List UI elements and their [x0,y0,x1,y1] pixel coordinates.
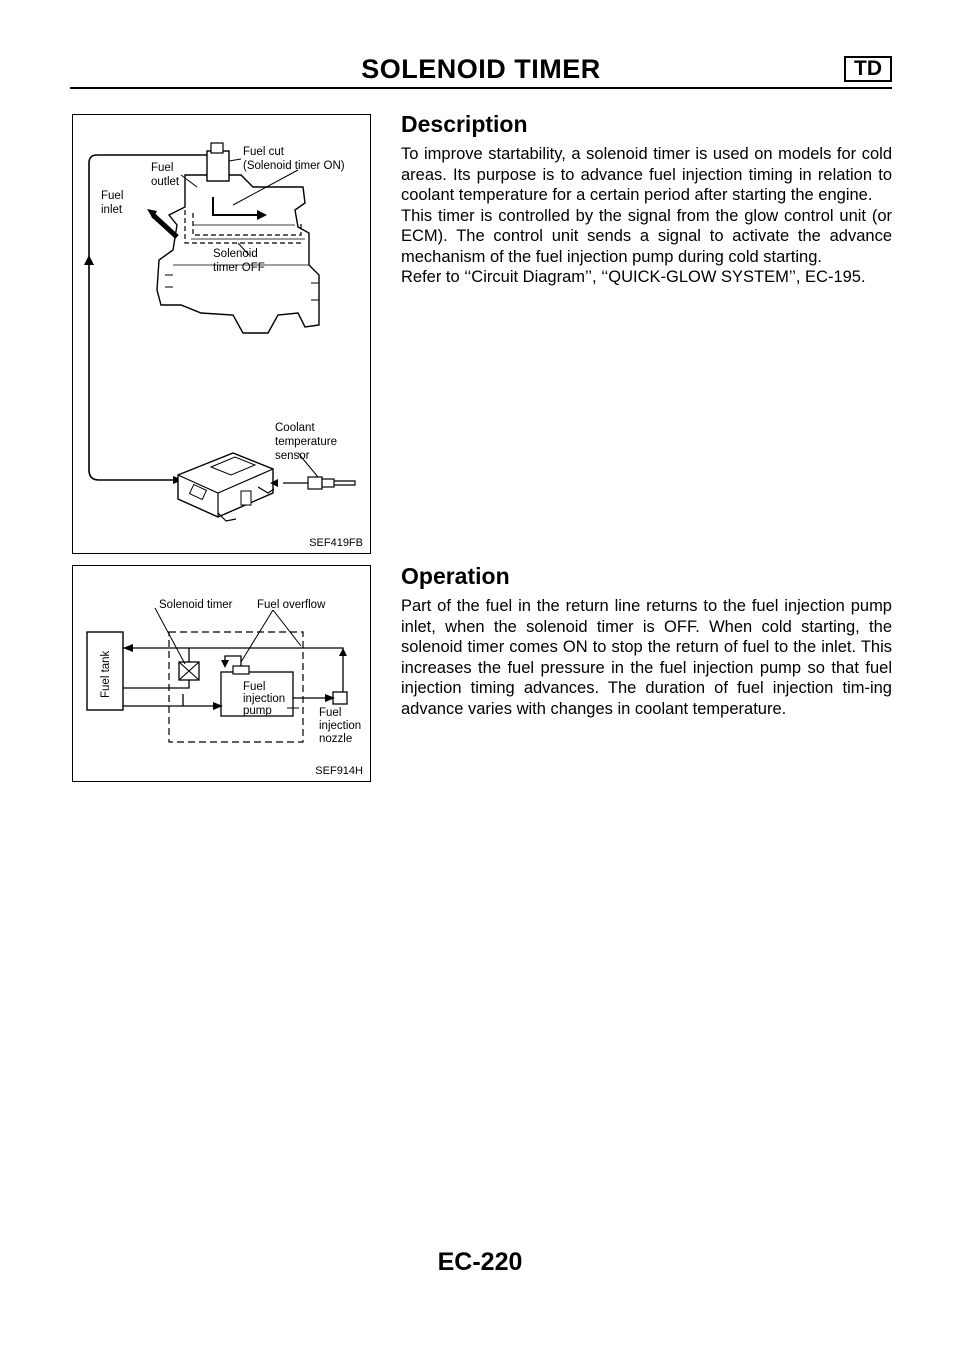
label-pump-3: pump [243,705,272,717]
figure-solenoid-timer-layout [72,114,371,554]
label-fuel-overflow: Fuel overflow [257,599,326,611]
label-coolant: Coolant [275,422,315,434]
label-fuel-inlet-sub: inlet [101,204,123,216]
page-title: SOLENOID TIMER [361,54,601,84]
label-nozzle-2: injection [319,720,362,732]
label-nozzle-1: Fuel [319,707,342,719]
section-heading: Operation [401,563,510,589]
engine-badge: TD [844,56,892,82]
label-coolant-sensor: sensor [275,450,310,462]
label-fuel-cut: Fuel cut [243,146,284,158]
label-solenoid-off: Solenoid [213,248,258,260]
section-heading: Description [401,111,528,137]
label-solenoid-timer: Solenoid timer [159,599,233,611]
solenoid-layout-illustration [73,115,372,555]
fuel-flow-diagram [73,566,372,783]
label-nozzle-3: nozzle [319,733,353,745]
label-solenoid-off-sub: timer OFF [213,262,265,274]
figure-code: SEF914H [315,765,363,777]
label-pump-1: Fuel [243,681,266,693]
label-coolant-temperature: temperature [275,436,338,448]
paragraph: Part of the fuel in the return line returns to the fuel injection pump inlet, when the solenoid timer is OFF. When cold starting, the solenoid timer comes ON to stop the return of fuel to the inlet. This increases the fuel pressure in the fuel injection pump so that fuel injection timing advances. The duration of fuel injection tim-ing advance varies with changes in coolant temperature. [401,597,892,718]
label-fuel-cut-sub: (Solenoid timer ON) [243,160,345,172]
header-rule [70,87,892,89]
figure-fuel-flow-diagram [72,565,371,782]
figure-code: SEF419FB [309,537,363,549]
label-fuel-tank: Fuel tank [100,650,112,698]
paragraph: This timer is controlled by the signal from the glow control unit (or ECM). The control unit sends a signal to activate the advance mechanism of the fuel injection pump during cold starting. [401,206,892,266]
page-number: EC-220 [437,1248,523,1276]
paragraph: To improve startability, a solenoid timer is used on models for cold areas. Its purpose is to advance fuel injection timing in relation to coolant temperature for a certain period after starting the engine. [401,145,892,204]
operation-section [401,562,892,719]
page-header [70,52,892,92]
description-section [401,110,892,288]
label-fuel-outlet-sub: outlet [151,176,180,188]
label-fuel-inlet: Fuel [101,190,124,202]
label-pump-2: injection [243,693,286,705]
nozzle-symbol [333,692,347,704]
label-fuel-outlet: Fuel [151,162,174,174]
paragraph: Refer to ‘‘Circuit Diagram’’, ‘‘QUICK-GLOW SYSTEM’’, EC-195. [401,268,866,286]
